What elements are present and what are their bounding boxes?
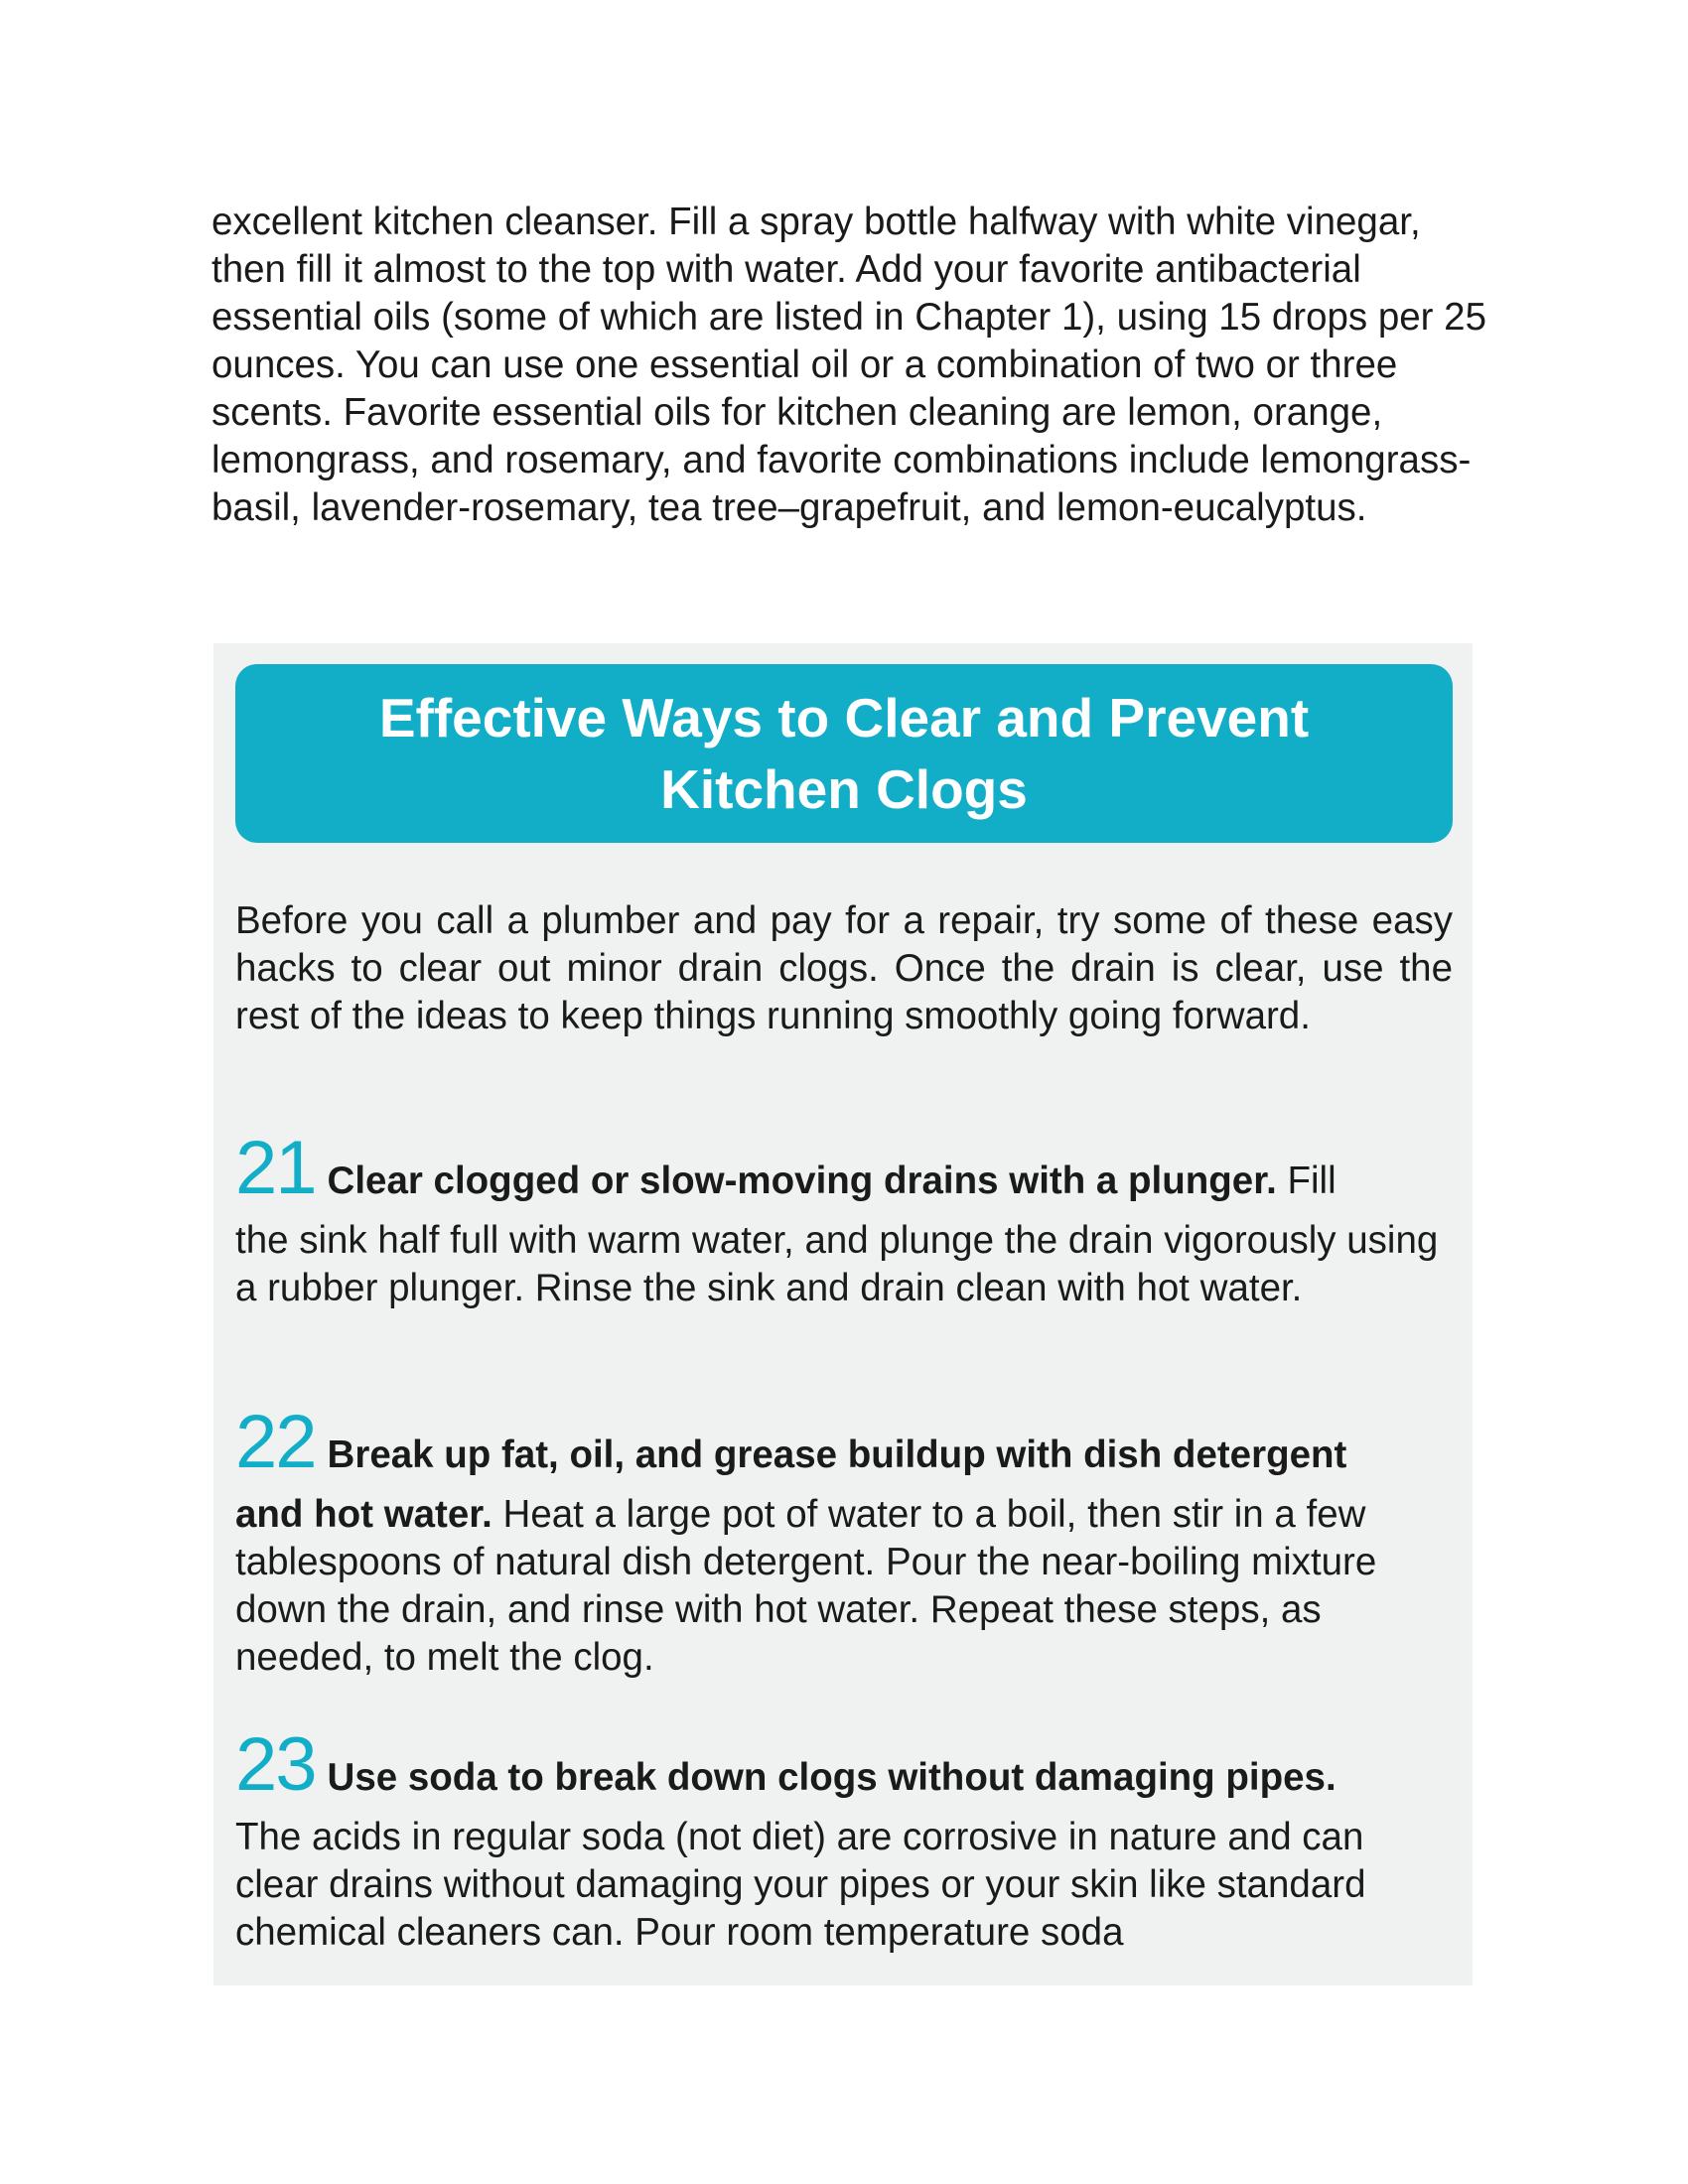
tip-heading: Use soda to break down clogs without damaging pipes. — [327, 1756, 1336, 1799]
tip-number: 23 — [235, 1722, 316, 1807]
tip-heading: Clear clogged or slow-moving drains with a plunger. — [327, 1160, 1277, 1202]
sidebar-banner — [235, 664, 1453, 843]
tip-23 — [235, 1722, 1453, 1957]
tip-body: the sink half full with warm water, and plunge the drain vigorously using a rubber plunger. Rinse the sink and drain clean with hot water. — [235, 1219, 1439, 1309]
intro-paragraph: excellent kitchen cleanser. Fill a spray bottle halfway with white vinegar, then fill it almost to the top with water. Add your favorite antibacterial essential oils (some of which are listed in Chapter 1), using 15 drops per 25 ounces. You can use one essential oil or a combination of two or three scents. Favorite essential oils for kitchen cleaning are lemon, orange, lemongrass, and rosemary, and favorite combinations include lemongrass-basil, lavender-rosemary, tea tree–grapefruit, and lemon-eucalyptus. — [211, 201, 1486, 529]
tip-lead-in: Fill — [1276, 1160, 1336, 1202]
tip-first-line — [235, 1126, 1453, 1217]
tip-first-line — [235, 1400, 1453, 1491]
tip-heading-continued: and hot water. — [235, 1493, 492, 1536]
sidebar-intro: Before you call a plumber and pay for a repair, try some of these easy hacks to clear out minor drain clogs. Once the drain is clear, use the rest of the ideas to keep things running smoothly going forward. — [235, 899, 1453, 1037]
tip-first-line — [235, 1722, 1453, 1814]
tip-number: 22 — [235, 1400, 316, 1484]
tip-body: The acids in regular soda (not diet) are corrosive in nature and can clear drains without damaging your pipes or your skin like standard chemical cleaners can. Pour room temperature soda — [235, 1816, 1366, 1954]
tip-body: Heat a large pot of water to a boil, then stir in a few tablespoons of natural dish detergent. Pour the near-boiling mixture down the drain, and rinse with hot water. Repeat these steps, as needed, to melt the clog. — [235, 1493, 1377, 1679]
clogs-sidebar — [213, 643, 1473, 1985]
sidebar-title: Effective Ways to Clear and Prevent Kitchen Clogs — [378, 687, 1310, 820]
tip-21 — [235, 1126, 1453, 1312]
tip-22 — [235, 1400, 1453, 1682]
tip-heading: Break up fat, oil, and grease buildup with dish detergent — [327, 1433, 1347, 1476]
tip-number: 21 — [235, 1126, 316, 1210]
